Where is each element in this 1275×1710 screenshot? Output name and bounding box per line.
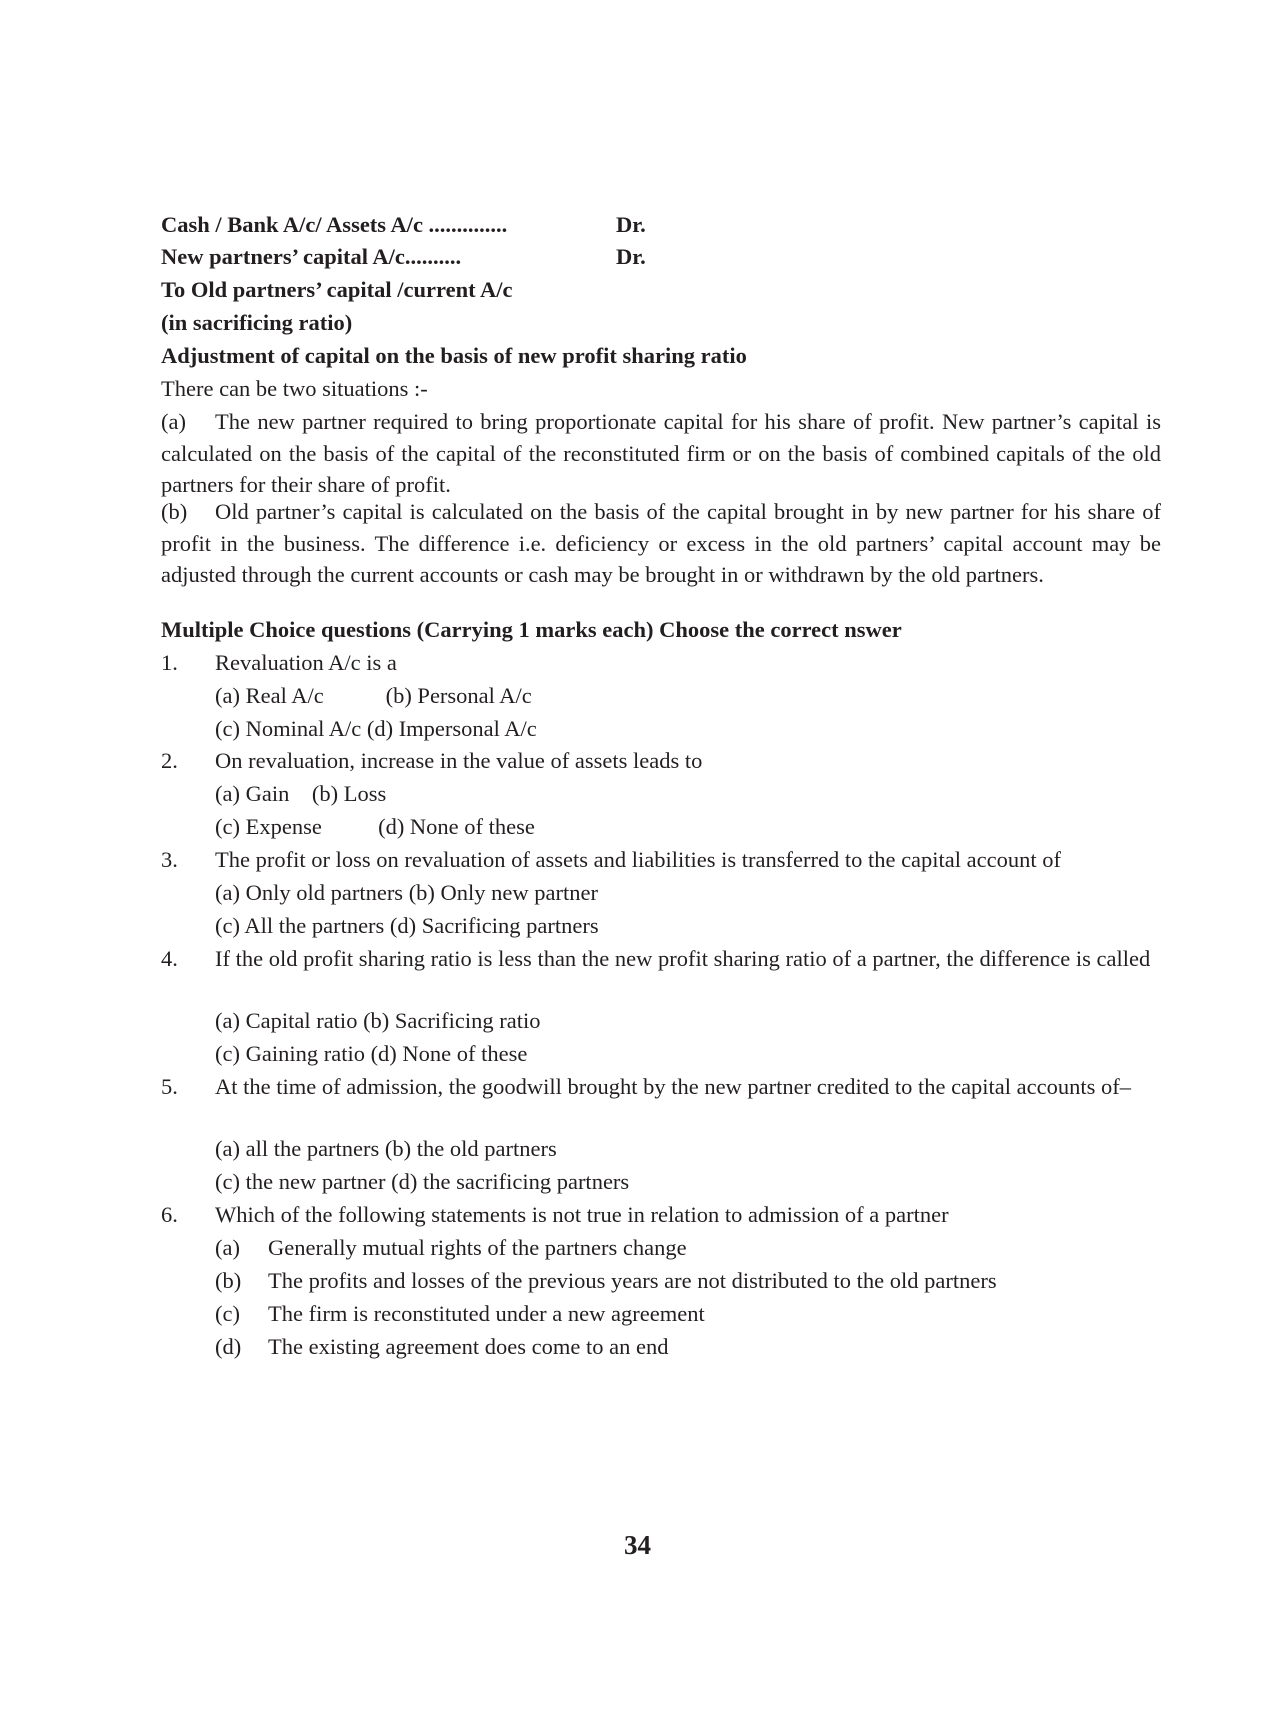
question-1-options-row-2: (c) Nominal A/c (d) Impersonal A/c <box>215 716 537 741</box>
journal-line-3: To Old partners’ capital /current A/c <box>161 277 513 302</box>
question-5-text: At the time of admission, the goodwill brought by the new partner credited to the capital accounts of– <box>215 1074 1132 1099</box>
situation-a <box>161 406 1161 501</box>
question-1-options-row-1: (a) Real A/c (b) Personal A/c <box>215 683 532 708</box>
question-5-number: 5. <box>161 1074 178 1099</box>
question-3-options-row-1: (a) Only old partners (b) Only new partner <box>215 880 598 905</box>
question-1-text: Revaluation A/c is a <box>215 650 397 675</box>
question-6-option-d-label: (d) <box>215 1334 242 1359</box>
journal-line-2-text: New partners’ capital A/c.......... <box>161 244 462 269</box>
section-heading: Adjustment of capital on the basis of new profit sharing ratio <box>161 343 747 368</box>
question-3-options-row-2: (c) All the partners (d) Sacrificing partners <box>215 913 599 938</box>
page-number: 34 <box>624 1530 651 1560</box>
question-6-option-c-text: The firm is reconstituted under a new agreement <box>268 1301 705 1326</box>
question-6-option-b-label: (b) <box>215 1268 242 1293</box>
situation-b-text: Old partner’s capital is calculated on the basis of the capital brought in by new partner for his share of profit in the business. The difference i.e. deficiency or excess in the old partners’ capital account may be adjusted through the current accounts or cash may be brought in or withdrawn by the old partners. <box>161 499 1161 587</box>
question-4-text: If the old profit sharing ratio is less than the new profit sharing ratio of a partner, the difference is called <box>215 946 1151 971</box>
question-6-option-a-text: Generally mutual rights of the partners change <box>268 1235 687 1260</box>
question-2-options-row-2: (c) Expense (d) None of these <box>215 814 535 839</box>
question-6-option-a-label: (a) <box>215 1235 240 1260</box>
section-intro: There can be two situations :- <box>161 376 428 401</box>
question-4-number: 4. <box>161 946 178 971</box>
question-6-option-d-text: The existing agreement does come to an end <box>268 1334 669 1359</box>
question-2-options-row-1: (a) Gain (b) Loss <box>215 781 387 806</box>
question-2-text: On revaluation, increase in the value of assets leads to <box>215 748 703 773</box>
question-6-option-c-label: (c) <box>215 1301 240 1326</box>
situation-a-text: The new partner required to bring proportionate capital for his share of profit. New partner’s capital is calculated on the basis of the capital of the reconstituted firm or on the basis of combined capitals of the old partners for their share of profit. <box>161 409 1161 497</box>
question-5-options-row-1: (a) all the partners (b) the old partners <box>215 1136 557 1161</box>
journal-line-1-text: Cash / Bank A/c/ Assets A/c .............. <box>161 212 508 237</box>
situation-b-label: (b) <box>161 499 188 524</box>
question-2-number: 2. <box>161 748 178 773</box>
question-4-options-row-2: (c) Gaining ratio (d) None of these <box>215 1041 528 1066</box>
journal-line-1-dr: Dr. <box>616 212 646 237</box>
situation-a-label: (a) <box>161 409 186 434</box>
question-3-text: The profit or loss on revaluation of assets and liabilities is transferred to the capital account of <box>215 847 1061 872</box>
journal-line-4: (in sacrificing ratio) <box>161 310 353 335</box>
question-1-number: 1. <box>161 650 178 675</box>
situation-b <box>161 496 1161 591</box>
question-4-options-row-1: (a) Capital ratio (b) Sacrificing ratio <box>215 1008 541 1033</box>
mcq-heading: Multiple Choice questions (Carrying 1 marks each) Choose the correct nswer <box>161 617 902 642</box>
question-3-number: 3. <box>161 847 178 872</box>
question-6-option-b-text: The profits and losses of the previous years are not distributed to the old partners <box>268 1268 997 1293</box>
journal-line-1 <box>161 210 646 240</box>
journal-line-2-dr: Dr. <box>616 244 646 269</box>
question-6-number: 6. <box>161 1202 178 1227</box>
question-5-options-row-2: (c) the new partner (d) the sacrificing partners <box>215 1169 630 1194</box>
journal-line-2 <box>161 242 646 272</box>
question-6-text: Which of the following statements is not true in relation to admission of a partner <box>215 1202 949 1227</box>
